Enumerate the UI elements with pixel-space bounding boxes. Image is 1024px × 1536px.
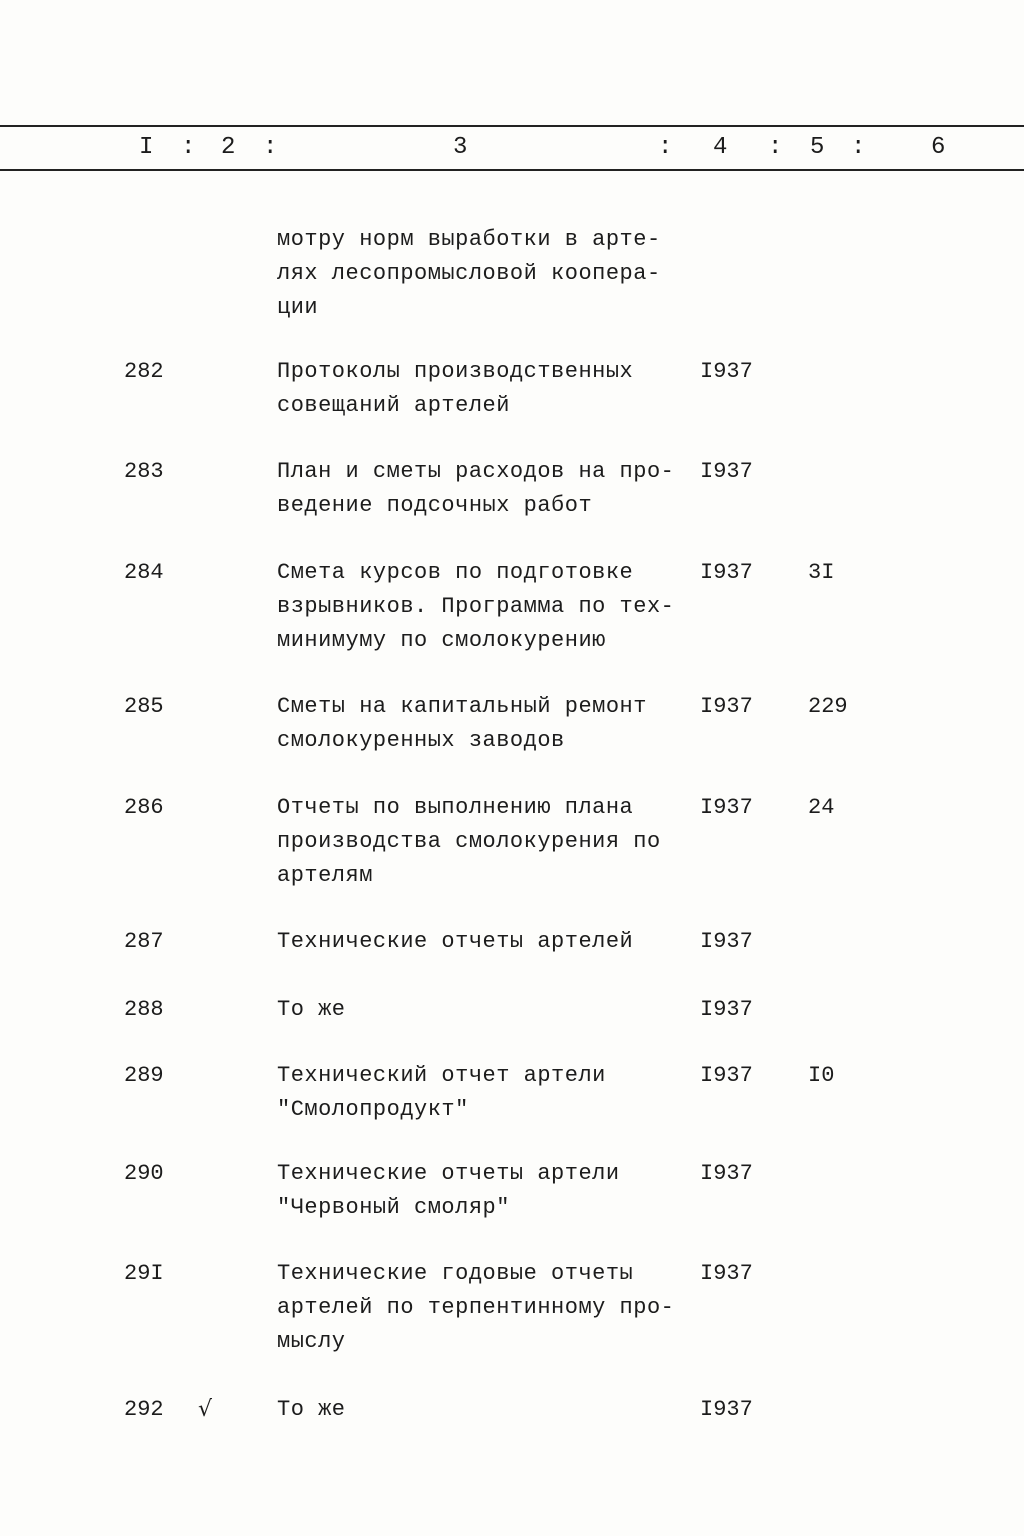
item-number: 292	[124, 1397, 164, 1422]
description-line: производства смолокурения по	[277, 829, 661, 854]
item-number: 289	[124, 1063, 164, 1088]
item-sheet-count: 24	[808, 795, 835, 820]
item-number: 287	[124, 929, 164, 954]
item-description	[277, 925, 633, 959]
header-sep: :	[768, 134, 783, 161]
item-description	[277, 1393, 346, 1427]
description-line: минимуму по смолокурению	[277, 628, 606, 653]
item-sheet-count: 229	[808, 694, 848, 719]
description-line: лях лесопромысловой коопера-	[277, 261, 661, 286]
item-description	[277, 993, 346, 1027]
item-number: 283	[124, 459, 164, 484]
item-description	[277, 1059, 606, 1127]
item-description	[277, 556, 674, 658]
item-year: I937	[700, 997, 753, 1022]
description-line: артелей по терпентинному про-	[277, 1295, 675, 1320]
description-line: "Червоный смоляр"	[277, 1195, 510, 1220]
item-description	[277, 690, 647, 758]
header-sep: :	[181, 134, 196, 161]
description-line: совещаний артелей	[277, 393, 510, 418]
item-year: I937	[700, 929, 753, 954]
header-col-6: 6	[931, 134, 946, 161]
description-line: Отчеты по выполнению плана	[277, 795, 634, 820]
header-sep: :	[851, 134, 866, 161]
description-line: То же	[277, 1397, 346, 1422]
description-line: Технические годовые отчеты	[277, 1261, 634, 1286]
item-year: I937	[700, 560, 753, 585]
header-col-1: I	[139, 134, 154, 161]
item-description	[277, 223, 661, 325]
header-bottom-rule	[0, 169, 1024, 171]
header-col-3: 3	[453, 134, 468, 161]
description-line: То же	[277, 997, 346, 1022]
item-description	[277, 791, 661, 893]
header-sep: :	[263, 134, 278, 161]
item-sheet-count: 3I	[808, 560, 835, 585]
item-year: I937	[700, 1161, 753, 1186]
header-top-rule	[0, 125, 1024, 127]
item-year: I937	[700, 694, 753, 719]
header-col-5: 5	[810, 134, 825, 161]
check-mark: √	[198, 1397, 213, 1422]
description-line: Технические отчеты артелей	[277, 929, 634, 954]
item-number: 29I	[124, 1261, 164, 1286]
item-year: I937	[700, 795, 753, 820]
description-line: Технические отчеты артели	[277, 1161, 620, 1186]
description-line: План и сметы расходов на про-	[277, 459, 675, 484]
description-line: Смета курсов по подготовке	[277, 560, 634, 585]
description-line: Сметы на капитальный ремонт	[277, 694, 647, 719]
item-year: I937	[700, 459, 753, 484]
item-description	[277, 355, 633, 423]
item-year: I937	[700, 1063, 753, 1088]
description-line: мотру норм выработки в арте-	[277, 227, 661, 252]
item-number: 284	[124, 560, 164, 585]
item-number: 286	[124, 795, 164, 820]
item-year: I937	[700, 1261, 753, 1286]
item-number: 285	[124, 694, 164, 719]
item-number: 282	[124, 359, 164, 384]
item-description	[277, 1157, 620, 1225]
item-year: I937	[700, 1397, 753, 1422]
description-line: артелям	[277, 863, 373, 888]
description-line: Протоколы производственных	[277, 359, 634, 384]
header-sep: :	[658, 134, 673, 161]
header-col-4: 4	[713, 134, 728, 161]
item-year: I937	[700, 359, 753, 384]
description-line: "Смолопродукт"	[277, 1097, 469, 1122]
item-description	[277, 455, 674, 523]
item-description	[277, 1257, 674, 1359]
description-line: ции	[277, 295, 319, 320]
item-number: 290	[124, 1161, 164, 1186]
item-sheet-count: I0	[808, 1063, 835, 1088]
description-line: Технический отчет артели	[277, 1063, 606, 1088]
description-line: мыслу	[277, 1329, 346, 1354]
description-line: смолокуренных заводов	[277, 728, 565, 753]
header-col-2: 2	[221, 134, 236, 161]
description-line: взрывников. Программа по тех-	[277, 594, 675, 619]
description-line: ведение подсочных работ	[277, 493, 593, 518]
item-number: 288	[124, 997, 164, 1022]
